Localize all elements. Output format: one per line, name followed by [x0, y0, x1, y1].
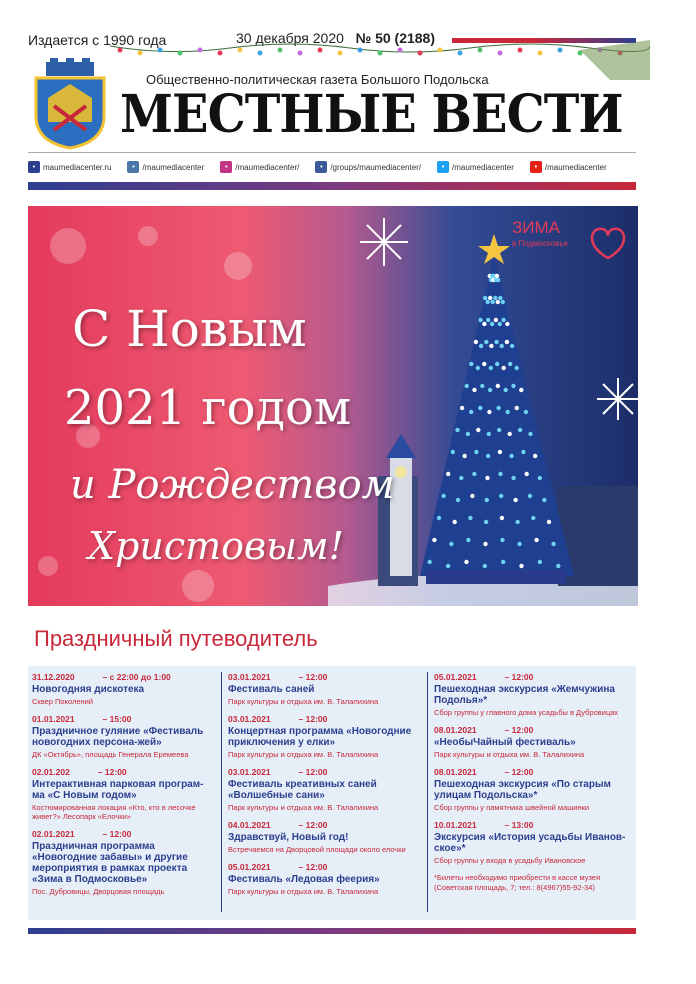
tree-light — [556, 564, 560, 568]
garland-bulb — [518, 48, 523, 53]
garland-bulb — [338, 51, 343, 56]
event-title: Фестиваль креативных саней «Волшебные сани» — [228, 779, 377, 801]
tree-light — [486, 318, 490, 322]
event-time: – 13:00 — [504, 820, 534, 830]
garland-bulb — [178, 51, 183, 56]
tree-light — [428, 560, 432, 564]
tree-light — [490, 322, 494, 326]
event-title: Пешеходная экскурсия «По старым улицам Подольска»* — [434, 779, 611, 801]
schedule-event — [434, 767, 634, 812]
tree-light — [479, 344, 483, 348]
tree-light — [531, 516, 535, 520]
schedule-event — [228, 714, 428, 759]
event-title: Экскурсия «История усадьбы Иванов-ское»* — [434, 832, 626, 854]
event-date — [434, 725, 634, 735]
greeting-line-3: и Рождеством — [70, 462, 395, 508]
tree-light — [494, 340, 498, 344]
tree-light — [478, 318, 482, 322]
garland-bulb — [318, 48, 323, 53]
schedule-event — [434, 725, 634, 759]
tree-light — [498, 472, 502, 476]
event-time: – 12:00 — [504, 672, 534, 682]
tree-light — [472, 388, 476, 392]
event-date-value: 02.01.2021 — [32, 829, 75, 839]
social-link[interactable] — [28, 161, 111, 173]
tree-light — [482, 362, 486, 366]
tree-light — [453, 520, 457, 524]
greeting-line-1: С Новым — [72, 300, 307, 358]
tree-light — [469, 410, 473, 414]
schedule-event — [32, 829, 212, 896]
event-title: Концертная программа «Новогодние приключения у елки» — [228, 726, 412, 748]
tree-light — [487, 410, 491, 414]
event-place: Сбор группы у памятника швейной машинки — [434, 803, 590, 812]
tree-light — [469, 362, 473, 366]
tree-light — [496, 278, 500, 282]
event-title: Пешеходная экскурсия «Жемчужина Подолья»* — [434, 684, 615, 706]
garland-bulb — [538, 51, 543, 56]
tree-light — [496, 300, 500, 304]
event-date-value: 31.12.2020 — [32, 672, 75, 682]
event-place: Встречаемся на Дворцовой площади около елочки — [228, 845, 406, 854]
tree-light — [472, 472, 476, 476]
social-link-label: /groups/maumediacenter/ — [330, 162, 422, 172]
tree-light — [489, 344, 493, 348]
garland-bulb — [198, 48, 203, 53]
event-date — [228, 672, 428, 682]
zima-subtitle: в Подмосковье — [512, 239, 569, 248]
schedule-column-3 — [434, 672, 634, 893]
social-link-label: /maumediacenter — [452, 162, 514, 172]
event-place: Костюмированная локация «Кто, кто в лесочке живет?» Лесопарк «Елочки» — [32, 803, 196, 821]
tree-light — [437, 516, 441, 520]
tree-light — [515, 520, 519, 524]
social-link[interactable] — [530, 161, 607, 173]
tree-light — [524, 410, 528, 414]
tree-light — [446, 472, 450, 476]
garland-bulb — [378, 51, 383, 56]
tree-light — [483, 542, 487, 546]
tree-light — [506, 410, 510, 414]
social-link-label: /maumediacenter — [544, 162, 607, 172]
tree-light — [483, 564, 487, 568]
tree-light — [495, 362, 499, 366]
city-crest-icon — [30, 58, 110, 150]
greeting-line-4: Христовым! — [88, 524, 344, 568]
facebook-icon: • — [315, 161, 327, 173]
tree-light — [504, 388, 508, 392]
schedule-event — [228, 672, 428, 706]
event-date — [228, 862, 428, 872]
tree-light — [462, 454, 466, 458]
tree-light — [505, 340, 509, 344]
event-date-value: 02.01.202 — [32, 767, 70, 777]
tree-light — [474, 340, 478, 344]
tree-light — [446, 564, 450, 568]
tree-light — [470, 494, 474, 498]
website-icon: • — [28, 161, 40, 173]
tree-light — [476, 366, 480, 370]
event-time: – 12:00 — [97, 767, 127, 777]
event-date-value: 01.01.2021 — [32, 714, 75, 724]
schedule-column-1 — [32, 672, 212, 904]
newspaper-masthead: МЕСТНЫЕ ВЕСТИ — [120, 84, 623, 145]
header-color-stripe — [28, 182, 636, 190]
garland-bulb — [478, 48, 483, 53]
event-date-value: 03.01.2021 — [228, 714, 271, 724]
tree-light — [510, 344, 514, 348]
social-link[interactable] — [127, 161, 204, 173]
twitter-icon: • — [437, 161, 449, 173]
schedule-column-2 — [228, 672, 428, 904]
schedule-event — [228, 862, 428, 896]
tree-light — [455, 428, 459, 432]
tree-light — [501, 560, 505, 564]
zima-title: ЗИМА — [512, 218, 560, 237]
tree-light — [519, 388, 523, 392]
tree-light — [464, 560, 468, 564]
event-date — [32, 767, 212, 777]
event-date — [434, 767, 634, 777]
tree-light — [485, 476, 489, 480]
social-link-label: maumediacenter.ru — [43, 162, 112, 172]
tree-light — [499, 494, 503, 498]
social-link-label: /maumediacenter/ — [235, 162, 300, 172]
header-divider — [28, 152, 636, 153]
established-note: Издается с 1990 года — [28, 32, 167, 48]
event-place: Парк культуры и отдыха им. В. Талалихина — [228, 750, 379, 759]
social-link[interactable] — [437, 161, 514, 173]
tree-light — [487, 432, 491, 436]
tree-light — [466, 432, 470, 436]
event-title: Новогодняя дискотека — [32, 684, 145, 695]
garland-bulb — [438, 48, 443, 53]
tree-light — [500, 538, 504, 542]
tree-light — [518, 428, 522, 432]
event-place: Сквер Поколений — [32, 697, 94, 706]
event-date — [228, 767, 428, 777]
tree-light — [498, 322, 502, 326]
event-date — [434, 820, 634, 830]
schedule-event — [32, 767, 212, 821]
tree-light — [488, 388, 492, 392]
tree-light — [505, 322, 509, 326]
event-date-value: 05.01.2021 — [434, 672, 477, 682]
date-text: 30 декабря 2020 — [236, 30, 344, 46]
ticket-note: *Билеты необходимо приобрести в кассе музея (Советская площадь, 7; тел.: 8(4967)55-92-34) — [434, 873, 601, 892]
tree-light — [542, 498, 546, 502]
event-date-value: 08.01.2021 — [434, 767, 477, 777]
event-date — [32, 829, 212, 839]
tree-light — [491, 300, 495, 304]
tree-light — [525, 472, 529, 476]
tree-light — [515, 366, 519, 370]
tree-light — [547, 520, 551, 524]
event-title: Праздничная программа «Новогодние забавы» и другие мероприятия в рамках проекта «Зима в Подмосковье» — [32, 841, 188, 885]
tree-light — [498, 450, 502, 454]
social-links-row — [28, 158, 636, 176]
tree-light — [459, 476, 463, 480]
event-date-value: 05.01.2021 — [228, 862, 271, 872]
event-date-value: 10.01.2021 — [434, 820, 477, 830]
event-title: Здравствуй, Новый год! — [228, 832, 349, 843]
newspaper-subtitle: Общественно-политическая газета Большого Подольска — [146, 72, 489, 87]
event-date — [228, 714, 428, 724]
event-date-value: 04.01.2021 — [228, 820, 271, 830]
tree-light — [508, 362, 512, 366]
event-time: – с 22:00 до 1:00 — [102, 672, 171, 682]
tree-light — [497, 428, 501, 432]
event-date-value: 03.01.2021 — [228, 672, 271, 682]
column-divider — [221, 672, 222, 912]
schedule-event — [228, 767, 428, 812]
tree-light — [489, 366, 493, 370]
event-time: – 12:00 — [298, 714, 328, 724]
event-time: – 12:00 — [298, 672, 328, 682]
event-title: «НеобыЧайный фестиваль» — [434, 737, 576, 748]
event-place: Парк культуры и отдыха им. В. Талалихина — [228, 697, 379, 706]
garland-bulb — [218, 51, 223, 56]
youtube-icon: • — [530, 161, 542, 173]
tree-light — [486, 454, 490, 458]
tree-light — [498, 296, 502, 300]
tree-light — [488, 296, 492, 300]
tree-light — [528, 494, 532, 498]
schedule-event — [434, 672, 634, 717]
event-time: – 12:00 — [298, 767, 328, 777]
event-time: – 12:00 — [298, 862, 328, 872]
social-link[interactable] — [315, 161, 421, 173]
tree-light — [511, 384, 515, 388]
garland-bulb — [118, 48, 123, 53]
event-time: – 12:00 — [504, 725, 534, 735]
heart-icon — [592, 229, 624, 258]
tree-light — [486, 300, 490, 304]
tree-light — [484, 340, 488, 344]
tree-light — [449, 542, 453, 546]
event-place: Сбор группы у главного дома усадьбы в Дубровицах — [434, 708, 619, 717]
garland-bulb — [418, 51, 423, 56]
tree-light — [496, 406, 500, 410]
tree-light — [494, 318, 498, 322]
garland-bulb — [278, 48, 283, 53]
social-link[interactable] — [220, 161, 299, 173]
schedule-events — [434, 672, 634, 865]
event-time: – 15:00 — [102, 714, 132, 724]
tree-light — [468, 516, 472, 520]
event-title: Фестиваль «Ледовая феерия» — [228, 874, 380, 885]
tree-light — [551, 542, 555, 546]
event-date — [32, 672, 212, 682]
tree-light — [484, 520, 488, 524]
tree-light — [465, 384, 469, 388]
footer-color-stripe — [28, 928, 636, 934]
zima-logo — [512, 220, 568, 252]
tree-light — [480, 384, 484, 388]
issue-number: № 50 (2188) — [355, 30, 436, 46]
tree-light — [519, 564, 523, 568]
event-place: Парк культуры и отдыха им. В. Талалихина — [228, 803, 379, 812]
tree-light — [485, 498, 489, 502]
tree-light — [538, 560, 542, 564]
garland-bulb — [138, 51, 143, 56]
tree-light — [502, 366, 506, 370]
tree-light — [483, 296, 487, 300]
tree-light — [482, 322, 486, 326]
event-date — [32, 714, 212, 724]
tree-light — [466, 538, 470, 542]
tree-light — [521, 450, 525, 454]
event-title: Интерактивная парковая програм-ма «С Новым годом» — [32, 779, 204, 801]
tree-light — [528, 432, 532, 436]
tree-light — [493, 296, 497, 300]
greeting-line-2: 2021 годом — [64, 380, 352, 436]
tree-light — [511, 476, 515, 480]
tree-light — [517, 542, 521, 546]
event-time: – 12:00 — [298, 820, 328, 830]
event-place: Парк культуры и отдыха им. В. Талалихина — [434, 750, 585, 759]
tree-light — [441, 494, 445, 498]
garland-bulb — [238, 48, 243, 53]
tree-light — [460, 406, 464, 410]
garland-bulb — [398, 48, 403, 53]
instagram-icon: • — [220, 161, 232, 173]
event-title: Фестиваль саней — [228, 684, 315, 695]
garland-bulb — [498, 51, 503, 56]
tree-light — [474, 450, 478, 454]
vk-icon: • — [127, 161, 139, 173]
event-date-value: 08.01.2021 — [434, 725, 477, 735]
guide-title: Праздничный путеводитель — [34, 626, 318, 651]
tree-light — [476, 428, 480, 432]
tree-light — [456, 498, 460, 502]
tree-light — [451, 450, 455, 454]
event-title: Праздничное гуляние «Фестиваль новогодних персона-жей» — [32, 726, 204, 748]
tree-light — [534, 538, 538, 542]
garland-bulb — [358, 48, 363, 53]
garland-bulb — [458, 51, 463, 56]
schedule-event — [228, 820, 428, 854]
tree-light — [496, 384, 500, 388]
tree-light — [515, 406, 519, 410]
event-time: – 12:00 — [102, 829, 132, 839]
garland-bulb — [258, 51, 263, 56]
tree-light — [501, 300, 505, 304]
event-date-value: 03.01.2021 — [228, 767, 271, 777]
tree-light — [509, 454, 513, 458]
garland-bulb — [298, 51, 303, 56]
event-date — [228, 820, 428, 830]
schedule-event — [32, 714, 212, 759]
garland-bulb — [558, 48, 563, 53]
garland-bulb — [158, 48, 163, 53]
new-year-banner — [28, 206, 638, 606]
tree-light — [501, 318, 505, 322]
tree-light — [500, 516, 504, 520]
schedule-event — [32, 672, 212, 706]
event-time: – 12:00 — [504, 767, 534, 777]
tree-light — [432, 538, 436, 542]
tree-light — [513, 498, 517, 502]
event-place: ДК «Октябрь», площадь Генерала Еремеева — [32, 750, 189, 759]
schedule-event — [434, 820, 634, 865]
tree-light — [533, 454, 537, 458]
tree-light — [538, 476, 542, 480]
tree-light — [478, 406, 482, 410]
event-place: Сбор группы у входа в усадьбу Ивановское — [434, 856, 586, 865]
tree-light — [508, 432, 512, 436]
event-place: Пос. Дубровицы, Дворцовая площадь — [32, 887, 165, 896]
event-place: Парк культуры и отдыха им. В. Талалихина — [228, 887, 379, 896]
tree-light — [500, 344, 504, 348]
event-date — [434, 672, 634, 682]
tree-light — [495, 274, 499, 278]
social-link-label: /maumediacenter — [142, 162, 205, 172]
